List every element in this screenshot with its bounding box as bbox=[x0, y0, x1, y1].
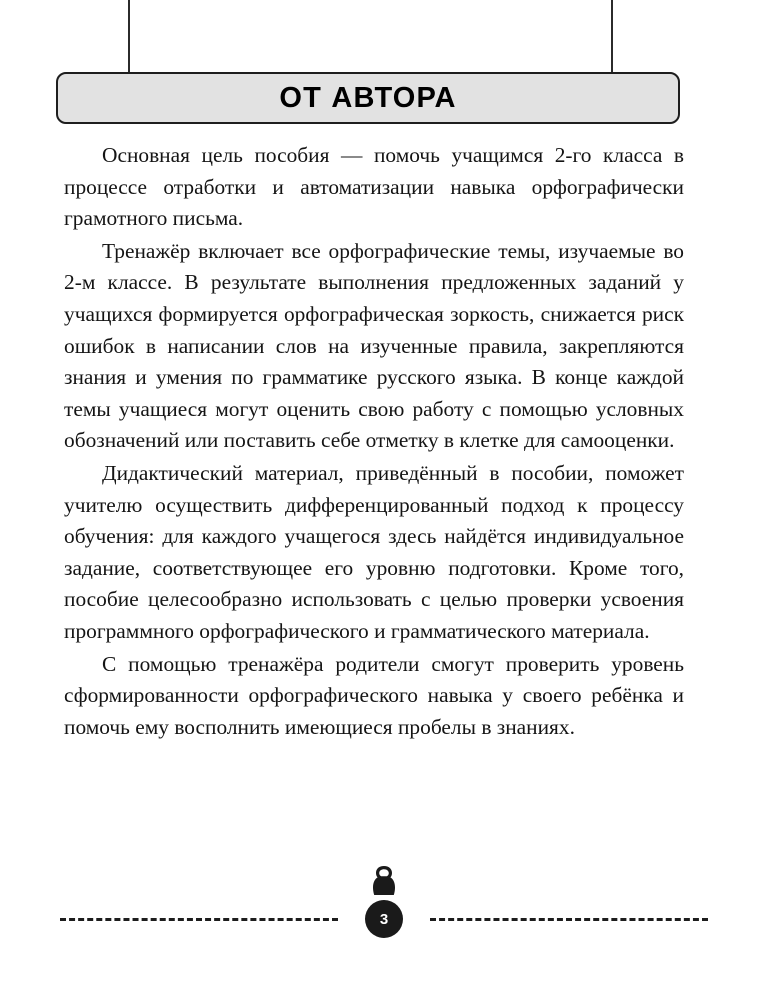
kettlebell-icon bbox=[366, 864, 402, 898]
paragraph: Тренажёр включает все орфографические темы, изучаемые во 2-м классе. В результате выполнения предложенных заданий у учащихся формируется орфографическая зоркость, снижается риск ошибок в написании слов на изученные правила, закрепляются знания и умения по грамматике русского языка. В конце каждой темы учащиеся могут оценить свою работу с помощью условных обозначений или поставить себе отметку в клетке для самооценки. bbox=[64, 238, 684, 453]
paragraph: Основная цель пособия — помочь учащимся 2-го класса в процессе отработки и автоматизации навыка орфографически грамотного письма. bbox=[64, 143, 684, 231]
page-title: ОТ АВТОРА bbox=[279, 81, 457, 114]
section-heading-box bbox=[56, 72, 680, 124]
page-footer bbox=[0, 882, 768, 942]
footer-divider-left bbox=[60, 918, 338, 921]
paragraph: С помощью тренажёра родители смогут проверить уровень сформированности орфографического навыка у своего ребёнка и помочь ему восполнить имеющиеся пробелы в знаниях. bbox=[64, 651, 684, 739]
paragraph: Дидактический материал, приведённый в пособии, поможет учителю осуществить дифференцированный подход к процессу обучения: для каждого учащегося здесь найдётся индивидуальное задание, соответствующее его уровню подготовки. Кроме того, пособие целесообразно использовать с целью проверки усвоения программного орфографического и грамматического материала. bbox=[64, 460, 684, 643]
page-frame-line-left bbox=[128, 0, 130, 72]
body-text bbox=[64, 140, 684, 743]
footer-divider-right bbox=[430, 918, 708, 921]
page-number-badge: 3 bbox=[365, 900, 403, 938]
page-frame-line-right bbox=[611, 0, 613, 72]
